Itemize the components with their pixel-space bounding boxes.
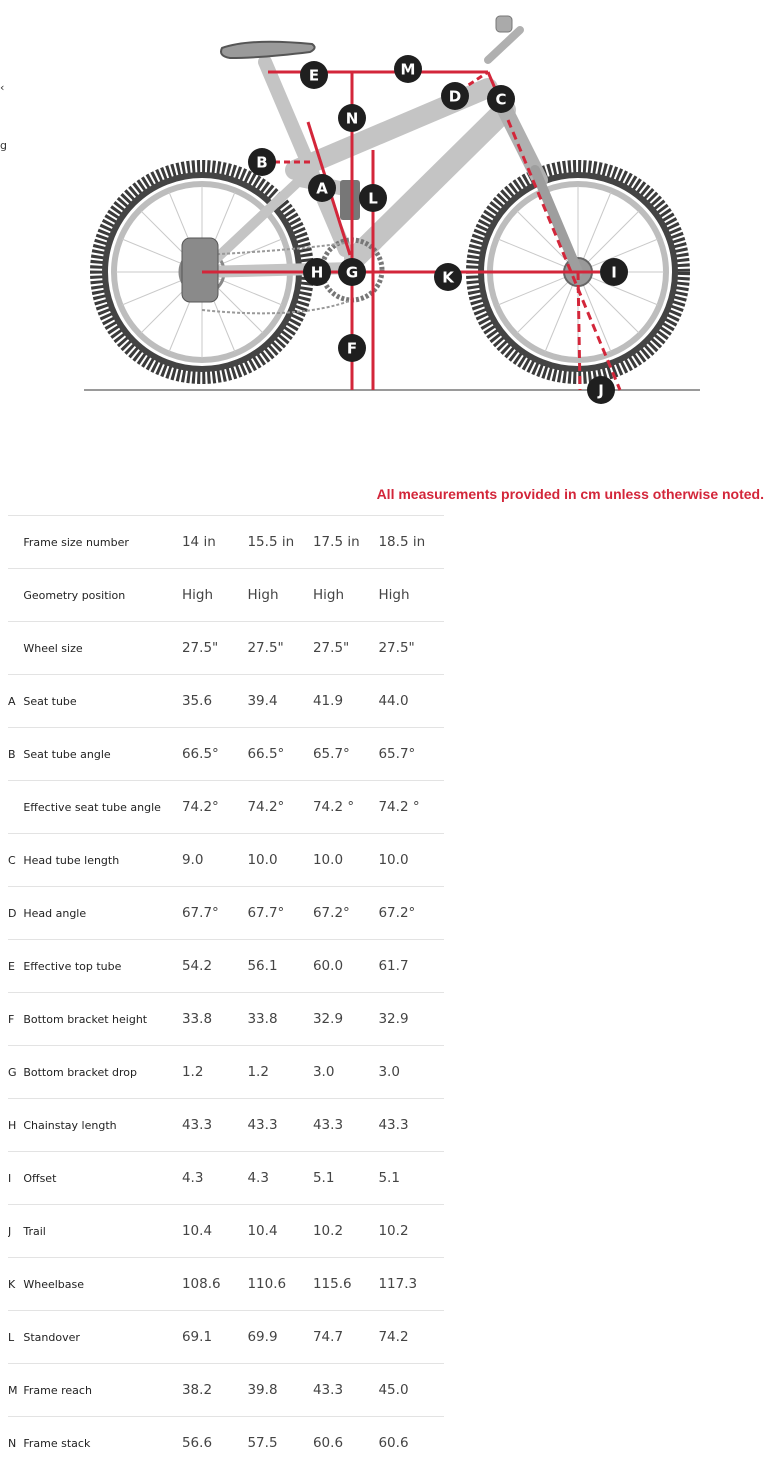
table-row <box>8 1311 444 1364</box>
row-key: B <box>8 728 23 781</box>
row-value: 74.2 ° <box>313 781 379 834</box>
row-value: 1.2 <box>247 1046 313 1099</box>
table-row <box>8 1152 444 1205</box>
svg-text:I: I <box>611 264 617 282</box>
row-label: Head tube length <box>23 834 182 887</box>
row-value: 43.3 <box>378 1099 444 1152</box>
row-label: Standover <box>23 1311 182 1364</box>
row-label: Effective seat tube angle <box>23 781 182 834</box>
table-row <box>8 781 444 834</box>
svg-text:D: D <box>449 88 461 106</box>
row-value: 115.6 <box>313 1258 379 1311</box>
row-value: 27.5" <box>378 622 444 675</box>
table-row <box>8 993 444 1046</box>
row-value: 74.2° <box>247 781 313 834</box>
row-value: 35.6 <box>182 675 248 728</box>
row-value: 74.2 ° <box>378 781 444 834</box>
row-value: 44.0 <box>378 675 444 728</box>
row-value: 10.2 <box>378 1205 444 1258</box>
row-value: 67.2° <box>378 887 444 940</box>
row-key <box>8 622 23 675</box>
row-value: 3.0 <box>378 1046 444 1099</box>
row-value: 10.4 <box>247 1205 313 1258</box>
badge-H <box>303 258 331 286</box>
row-label: Chainstay length <box>23 1099 182 1152</box>
svg-text:G: G <box>346 264 358 282</box>
row-key: A <box>8 675 23 728</box>
row-value: 74.7 <box>313 1311 379 1364</box>
svg-text:B: B <box>256 154 267 172</box>
row-value: 10.0 <box>313 834 379 887</box>
row-value: High <box>378 569 444 622</box>
row-value: High <box>313 569 379 622</box>
row-value: 69.1 <box>182 1311 248 1364</box>
badge-J <box>587 376 615 404</box>
table-row <box>8 940 444 993</box>
badge-I <box>600 258 628 286</box>
badge-M <box>394 55 422 83</box>
row-value: 27.5" <box>313 622 379 675</box>
row-key <box>8 781 23 834</box>
row-value: 74.2° <box>182 781 248 834</box>
row-value: 67.2° <box>313 887 379 940</box>
table-row <box>8 834 444 887</box>
table-row <box>8 887 444 940</box>
saddle <box>221 42 315 58</box>
row-value: 67.7° <box>182 887 248 940</box>
row-value: 69.9 <box>247 1311 313 1364</box>
bike-illustration <box>0 0 766 440</box>
table-row <box>8 728 444 781</box>
row-key <box>8 516 23 569</box>
svg-text:L: L <box>368 190 378 208</box>
row-value: 108.6 <box>182 1258 248 1311</box>
row-value: 65.7° <box>313 728 379 781</box>
row-value: 43.3 <box>247 1099 313 1152</box>
row-key: K <box>8 1258 23 1311</box>
row-value: 15.5 in <box>247 516 313 569</box>
row-value: 4.3 <box>182 1152 248 1205</box>
row-value: 54.2 <box>182 940 248 993</box>
table-row <box>8 1046 444 1099</box>
row-key: L <box>8 1311 23 1364</box>
row-value: 60.6 <box>378 1417 444 1469</box>
row-label: Seat tube <box>23 675 182 728</box>
row-value: 4.3 <box>247 1152 313 1205</box>
geometry-table <box>8 515 444 1469</box>
badge-G <box>338 258 366 286</box>
badge-C <box>487 85 515 113</box>
row-value: 27.5" <box>182 622 248 675</box>
row-value: 18.5 in <box>378 516 444 569</box>
row-key <box>8 569 23 622</box>
svg-text:M: M <box>401 61 416 79</box>
row-value: 38.2 <box>182 1364 248 1417</box>
row-value: 5.1 <box>313 1152 379 1205</box>
svg-text:K: K <box>442 269 455 287</box>
row-label: Wheel size <box>23 622 182 675</box>
table-row <box>8 675 444 728</box>
row-value: 45.0 <box>378 1364 444 1417</box>
row-key: F <box>8 993 23 1046</box>
row-value: 5.1 <box>378 1152 444 1205</box>
table-row <box>8 1205 444 1258</box>
row-key: N <box>8 1417 23 1469</box>
badge-F <box>338 334 366 362</box>
row-key: C <box>8 834 23 887</box>
svg-text:N: N <box>346 110 359 128</box>
row-value: 43.3 <box>313 1364 379 1417</box>
row-value: 43.3 <box>313 1099 379 1152</box>
svg-text:J: J <box>597 382 604 400</box>
row-value: 41.9 <box>313 675 379 728</box>
row-value: 43.3 <box>182 1099 248 1152</box>
table-row <box>8 1417 444 1469</box>
svg-text:C: C <box>495 91 506 109</box>
row-value: 32.9 <box>313 993 379 1046</box>
table-row <box>8 569 444 622</box>
row-value: 60.6 <box>313 1417 379 1469</box>
row-value: High <box>247 569 313 622</box>
row-label: Offset <box>23 1152 182 1205</box>
edge-glyph: ‹ <box>0 82 4 93</box>
row-label: Effective top tube <box>23 940 182 993</box>
bike-geometry-diagram <box>0 0 766 440</box>
row-value: 66.5° <box>182 728 248 781</box>
row-value: 27.5" <box>247 622 313 675</box>
row-value: 14 in <box>182 516 248 569</box>
table-row <box>8 1364 444 1417</box>
row-key: M <box>8 1364 23 1417</box>
row-value: 10.2 <box>313 1205 379 1258</box>
row-value: 3.0 <box>313 1046 379 1099</box>
row-value: 61.7 <box>378 940 444 993</box>
row-label: Frame stack <box>23 1417 182 1469</box>
row-key: D <box>8 887 23 940</box>
row-label: Bottom bracket height <box>23 993 182 1046</box>
table-row <box>8 516 444 569</box>
svg-text:F: F <box>347 340 357 358</box>
row-value: 74.2 <box>378 1311 444 1364</box>
row-value: 39.8 <box>247 1364 313 1417</box>
badge-E <box>300 61 328 89</box>
badge-N <box>338 104 366 132</box>
row-value: 33.8 <box>247 993 313 1046</box>
row-label: Wheelbase <box>23 1258 182 1311</box>
row-value: 67.7° <box>247 887 313 940</box>
row-value: 17.5 in <box>313 516 379 569</box>
row-value: 10.0 <box>378 834 444 887</box>
badge-B <box>248 148 276 176</box>
row-key: E <box>8 940 23 993</box>
row-value: 65.7° <box>378 728 444 781</box>
row-value: High <box>182 569 248 622</box>
row-value: 66.5° <box>247 728 313 781</box>
row-label: Bottom bracket drop <box>23 1046 182 1099</box>
row-value: 10.4 <box>182 1205 248 1258</box>
svg-text:A: A <box>316 180 328 198</box>
row-label: Head angle <box>23 887 182 940</box>
measurement-note: All measurements provided in cm unless otherwise noted. <box>377 486 764 502</box>
svg-text:E: E <box>309 67 319 85</box>
rear-derailleur <box>182 238 218 302</box>
row-key: I <box>8 1152 23 1205</box>
table-row <box>8 1099 444 1152</box>
row-value: 110.6 <box>247 1258 313 1311</box>
badge-L <box>359 184 387 212</box>
badge-D <box>441 82 469 110</box>
badge-K <box>434 263 462 291</box>
row-value: 10.0 <box>247 834 313 887</box>
row-label: Frame reach <box>23 1364 182 1417</box>
row-value: 60.0 <box>313 940 379 993</box>
row-label: Seat tube angle <box>23 728 182 781</box>
row-key: J <box>8 1205 23 1258</box>
table-row <box>8 622 444 675</box>
row-value: 117.3 <box>378 1258 444 1311</box>
row-key: G <box>8 1046 23 1099</box>
row-value: 56.6 <box>182 1417 248 1469</box>
row-value: 1.2 <box>182 1046 248 1099</box>
svg-text:H: H <box>311 264 324 282</box>
row-value: 32.9 <box>378 993 444 1046</box>
handlebar-grip <box>496 16 512 32</box>
row-value: 9.0 <box>182 834 248 887</box>
row-label: Geometry position <box>23 569 182 622</box>
row-value: 57.5 <box>247 1417 313 1469</box>
row-key: H <box>8 1099 23 1152</box>
row-label: Frame size number <box>23 516 182 569</box>
rear-shock <box>340 180 360 220</box>
row-value: 33.8 <box>182 993 248 1046</box>
badge-A <box>308 174 336 202</box>
row-value: 39.4 <box>247 675 313 728</box>
table-row <box>8 1258 444 1311</box>
edge-glyph: g <box>0 140 7 151</box>
row-label: Trail <box>23 1205 182 1258</box>
row-value: 56.1 <box>247 940 313 993</box>
